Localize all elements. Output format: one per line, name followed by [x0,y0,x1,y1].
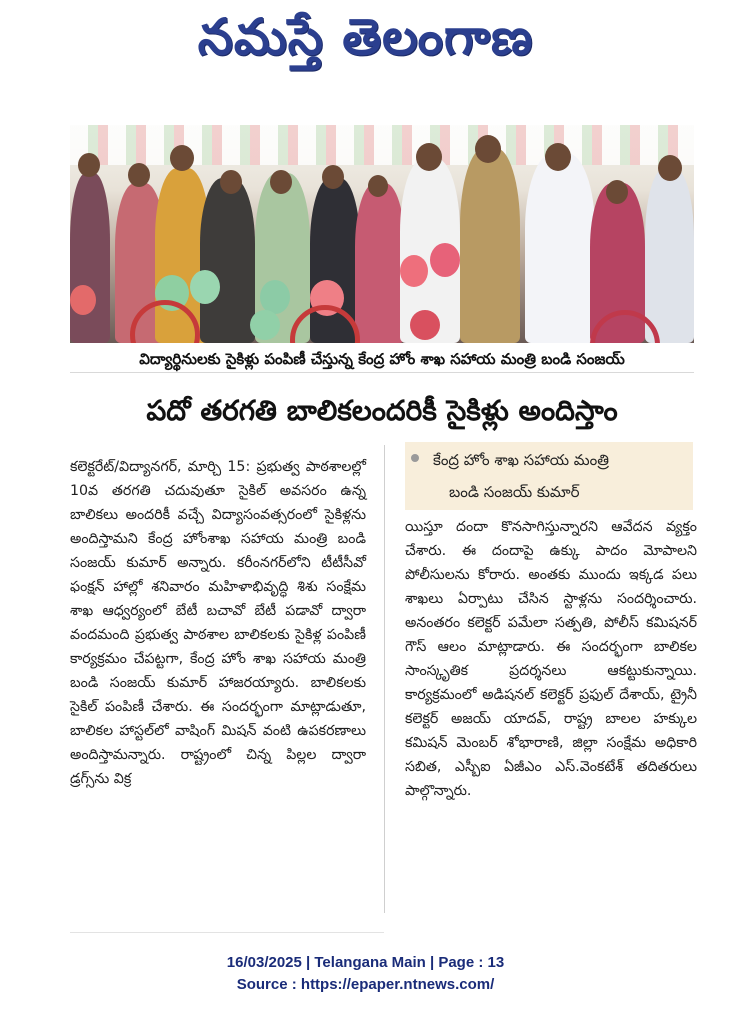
photo-balloon [190,270,220,304]
photo-head [416,143,442,171]
photo-head [170,145,194,171]
photo-person [355,183,405,343]
column-divider [384,445,385,913]
photo-caption: విద్యార్థినులకు సైకిళ్లు పంపిణీ చేస్తున్న కేంద్ర హోం శాఖ సహాయ మంత్రి బండి సంజయ్ [70,346,694,373]
article-paragraph: కలెక్టరేట్/విద్యానగర్, మార్చి 15: ప్రభుత్వ పాఠశాలల్లో 10వ తరగతి చదువుతూ సైకిల్ అవసరం ఉన్న బాలికలు అందరికీ వచ్చే విద్యాసంవత్సరంలో సైకిళ్లను అందిస్తామని కేంద్ర హోంశాఖ సహాయ మంత్రి బండి సంజయ్ కుమార్ అన్నారు. కరీంనగర్‌లోని టీటీసీవో ఫంక్షన్ హాల్లో శనివారం మహిళాభివృద్ధి శిశు సంక్షేమ శాఖ ఆధ్వర్యంలో బేటీ బచావో బేటీ పడావో ద్వారా వందమంది ప్రభుత్వ పాఠశాల బాలికలకు సైకిళ్ల పంపిణీ కార్యక్రమం చేపట్టగా, కేంద్ర హోం శాఖ సహాయ మంత్రి బండి సంజయ్ కుమార్ హాజరయ్యారు. బాలికలకు సైకిల్ పంపిణీ చేశారు. ఈ సందర్భంగా మాట్లాడుతూ, బాలికల హాస్టల్‌లో వాషింగ్ మిషన్ వంటి ఉపకరణాలు అందిస్తామన్నారు. రాష్ట్రంలో చిన్న పిల్లల ద్వారా డ్రగ్స్‌ను విక్ర [70,459,366,787]
photo-head [475,135,501,163]
article-column-right [405,515,697,910]
photo-person [460,148,520,343]
footer-edition-info: 16/03/2025 | Telangana Main | Page : 13 [226,954,505,971]
photo-head [78,153,100,177]
article-paragraph: యిస్తూ దందా కొనసాగిస్తున్నారని ఆవేదన వ్యక్తం చేశారు. ఈ దందాపై ఉక్కు పాదం మోపాలని పోలీసులను కోరారు. అంతకు ముందు ఇక్కడ పలు శాఖలు ఏర్పాటు చేసిన స్టాళ్లను సందర్శించారు. అనంతరం కలెక్టర్ పమేలా సత్పతి, పోలీస్ కమిషనర్ గౌస్ ఆలం మాట్లాడారు. ఈ సందర్భంగా బాలికల సాంస్కృతిక ప్రదర్శనలు ఆకట్టుకున్నాయి. కార్యక్రమంలో అడిషనల్ కలెక్టర్ ప్రఫుల్ దేశాయ్, ట్రైనీ కలెక్టర్ అజయ్ యాదవ్, రాష్ట్ర బాలల హక్కుల కమిషన్ మెంబర్ శోభారాణి, జిల్లా సంక్షేమ అధికారి సబిత, ఎస్బీఐ ఏజీఎం ఎస్.వెంకటేశ్ తదితరులు పాల్గొన్నారు. [405,519,697,799]
photo-head [270,170,292,194]
pull-quote-line: కేంద్ర హోం శాఖ సహాయ మంత్రి [433,451,609,469]
photo-balloon [70,285,96,315]
page-footer [0,952,731,996]
article-headline: పదో తరగతి బాలికలందరికీ సైకిళ్లు అందిస్తాం [146,394,618,427]
photo-head [545,143,571,171]
photo-person [70,173,110,343]
photo-head [658,155,682,181]
pull-quote-line: బండి సంజయ్ కుమార్ [449,483,580,501]
masthead-title: నమస్తే తెలంగాణ [197,8,534,66]
bottom-rule [70,932,384,933]
photo-head [322,165,344,189]
photo-balloon [250,310,280,340]
photo-balloon [400,255,428,287]
newspaper-masthead [0,8,731,78]
photo-person [645,168,694,343]
photo-balloon [260,280,290,314]
photo-head [220,170,242,194]
photo-head [128,163,150,187]
photo-banner-decoration [70,125,694,165]
article-column-left [70,455,366,910]
footer-source-link[interactable]: Source : https://epaper.ntnews.com/ [236,976,495,993]
pull-quote-box [405,442,693,510]
photo-balloon [410,310,440,340]
bullet-icon [411,454,419,462]
news-photo [70,125,694,343]
photo-person [525,153,595,343]
photo-person [200,178,255,343]
photo-head [606,180,628,204]
photo-balloon [430,243,460,277]
photo-head [368,175,388,197]
